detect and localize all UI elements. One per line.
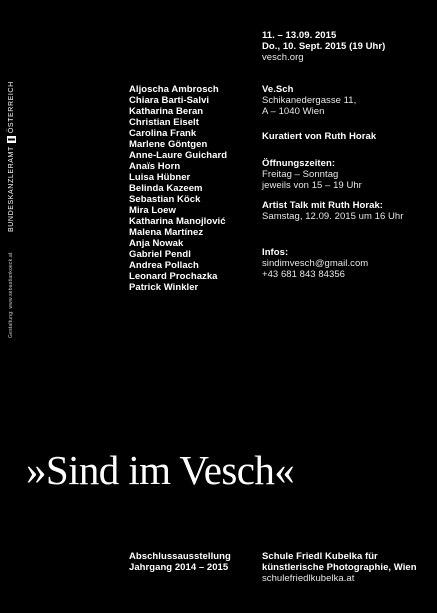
- artist-name: Sebastian Köck: [129, 194, 201, 205]
- venue-street: Schikanedergasse 11,: [262, 95, 357, 106]
- ministry-logo: [7, 81, 16, 232]
- contact-info: [262, 247, 368, 280]
- artist-name: Mira Loew: [129, 205, 176, 216]
- artist-name: Gabriel Pendl: [129, 249, 191, 260]
- ministry-right-text: ÖSTERREICH: [8, 81, 15, 134]
- ministry-left-text: BUNDESKANZLERAMT: [8, 146, 15, 232]
- school-website[interactable]: schulefriedlkubelka.at: [262, 573, 355, 584]
- artist-name: Anaïs Horn: [129, 161, 181, 172]
- artist-name: Anja Nowak: [129, 238, 184, 249]
- artist-name: Katharina Beran: [129, 106, 204, 117]
- contact-email[interactable]: sindimvesch@gmail.com: [262, 258, 369, 269]
- school-info: [262, 551, 417, 584]
- talk-heading: Artist Talk mit Ruth Horak:: [262, 200, 383, 211]
- hours-times: jeweils von 15 – 19 Uhr: [262, 180, 362, 191]
- contact-phone[interactable]: +43 681 843 84356: [262, 269, 346, 280]
- curator-credit: [262, 131, 376, 142]
- artist-name: Marlene Göntgen: [129, 139, 208, 150]
- subtitle-line-1: Abschlussausstellung: [129, 551, 231, 562]
- artist-name: Christian Eiselt: [129, 117, 199, 128]
- artist-name: Leonard Prochazka: [129, 271, 218, 282]
- artist-name: Luisa Hübner: [129, 172, 191, 183]
- artist-name: Patrick Winkler: [129, 282, 199, 293]
- talk-when: Samstag, 12.09. 2015 um 16 Uhr: [262, 211, 404, 222]
- school-line-1: Schule Friedl Kubelka für: [262, 551, 378, 562]
- venue-city: A – 1040 Wien: [262, 106, 325, 117]
- subtitle-line-2: Jahrgang 2014 – 2015: [129, 562, 229, 573]
- website-link[interactable]: vesch.org: [262, 52, 304, 63]
- infos-heading: Infos:: [262, 247, 289, 258]
- artist-list: [129, 84, 227, 293]
- artist-name: Chiara Barti-Salvi: [129, 95, 210, 106]
- artist-name: Carolina Frank: [129, 128, 197, 139]
- design-credit: Gestaltung: www.sebastiankoeck.at: [8, 252, 14, 338]
- venue-name: Ve.Sch: [262, 84, 294, 95]
- hours-days: Freitag – Sonntag: [262, 169, 339, 180]
- hours-heading: Öffnungszeiten:: [262, 158, 336, 169]
- exhibition-title: »Sind im Vesch«: [26, 447, 295, 493]
- artist-talk: [262, 200, 403, 222]
- artist-name: Anne-Laure Guichard: [129, 150, 228, 161]
- artist-name: Aljoscha Ambrosch: [129, 84, 219, 95]
- artist-name: Andrea Pollach: [129, 260, 199, 271]
- venue-address: [262, 84, 356, 117]
- austria-flag-icon: [7, 136, 16, 143]
- event-dates: [262, 30, 385, 63]
- date-range: 11. – 13.09. 2015: [262, 30, 337, 41]
- exhibition-subtitle: [129, 551, 231, 573]
- artist-name: Malena Martínez: [129, 227, 204, 238]
- artist-name: Belinda Kazeem: [129, 183, 203, 194]
- opening-date: Do., 10. Sept. 2015 (19 Uhr): [262, 41, 386, 52]
- curated-by: Kuratiert von Ruth Horak: [262, 131, 377, 142]
- artist-name: Katharina Manojlović: [129, 216, 226, 227]
- school-line-2: künstlerische Photographie, Wien: [262, 562, 417, 573]
- opening-hours: [262, 158, 362, 191]
